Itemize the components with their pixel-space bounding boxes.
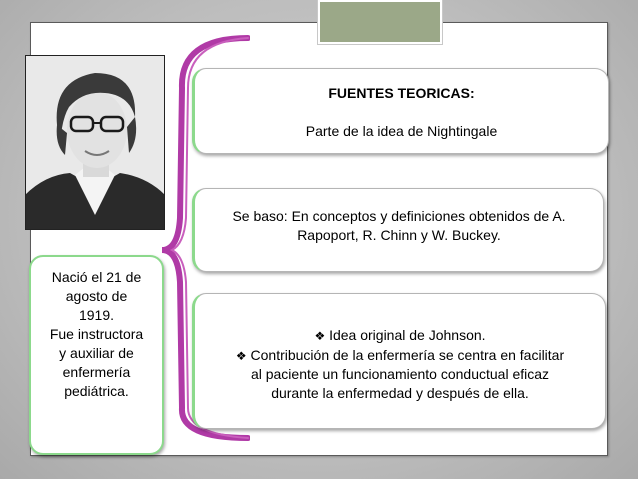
bullet-text-3: al paciente un funcionamiento conductual eficaz bbox=[250, 366, 550, 382]
section-title: FUENTES TEORICAS: bbox=[328, 85, 475, 101]
basis-box bbox=[192, 188, 604, 272]
bio-line: enfermería bbox=[62, 364, 131, 380]
diamond-bullet-icon: ❖ bbox=[314, 329, 326, 343]
portrait-photo bbox=[25, 55, 165, 230]
bullet-text-2: Contribución de la enfermería se centra en facilitar bbox=[250, 347, 565, 363]
bullet-text-4: durante la enfermedad y después de ella. bbox=[271, 385, 529, 401]
basis-line-2: Rapoport, R. Chinn y W. Buckey. bbox=[297, 227, 501, 243]
bullet-text-1: Idea original de Johnson. bbox=[329, 327, 486, 343]
bio-line: Nació el 21 de bbox=[51, 269, 142, 285]
bio-line: Fue instructora bbox=[49, 326, 144, 342]
title-tab bbox=[318, 0, 442, 44]
bio-line: y auxiliar de bbox=[59, 345, 134, 361]
section-text: Parte de la idea de Nightingale bbox=[305, 123, 498, 139]
bio-line: pediátrica. bbox=[64, 383, 129, 399]
basis-line-1: Se baso: En conceptos y definiciones obtenidos de A. bbox=[232, 208, 566, 224]
biography-box bbox=[29, 255, 164, 455]
fuentes-teoricas-box bbox=[192, 68, 609, 154]
contribution-box bbox=[192, 293, 606, 429]
bio-line: agosto de bbox=[65, 288, 128, 304]
bio-line: 1919. bbox=[78, 307, 115, 323]
diamond-bullet-icon: ❖ bbox=[235, 349, 247, 363]
